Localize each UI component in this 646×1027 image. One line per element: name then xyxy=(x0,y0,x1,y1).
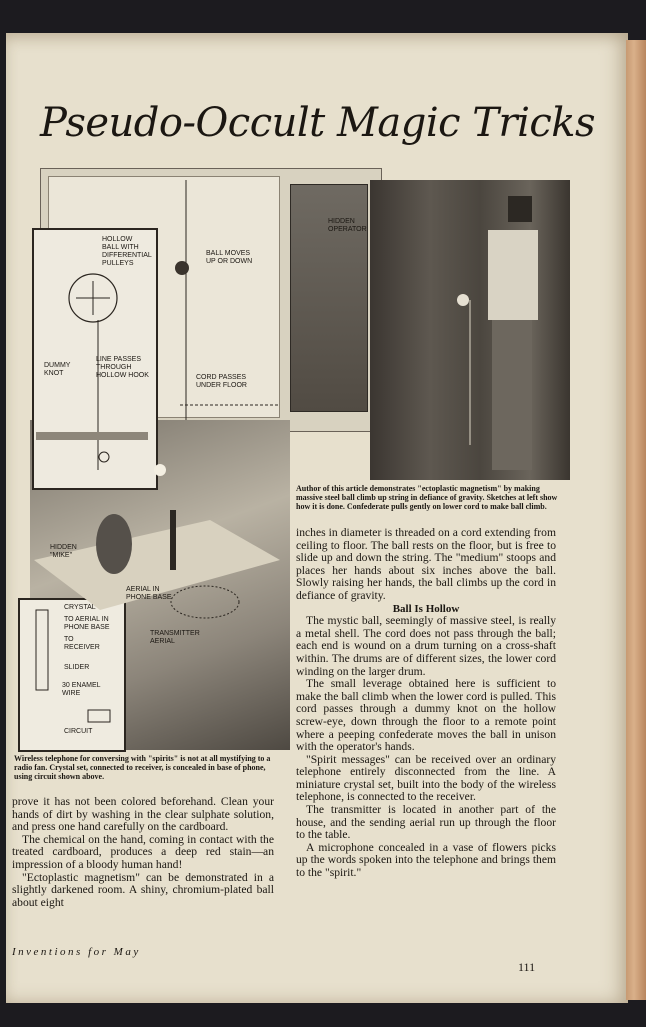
caption-right: Author of this article demonstrates "ectoplastic magnetism" by making massive steel ball climb up string in defiance of gravity. Sketches at left show how it is done. Confederate pulls gently on lower cord to make ball climb. xyxy=(296,484,558,511)
label-hidden-operator: HIDDEN OPERATOR xyxy=(328,218,367,233)
label-transmitter: TRANSMITTER AERIAL xyxy=(150,630,200,645)
label-enamel: 30 ENAMEL WIRE xyxy=(62,682,101,697)
paragraph: "Spirit messages" can be received over an ordinary telephone entirely disconnected from the line. A miniature crystal set, built into the body of the wireless telephone, is connected to the receiver. xyxy=(296,752,556,804)
left-column xyxy=(12,796,274,909)
label-hidden-mike: HIDDEN "MIKE" xyxy=(50,544,77,559)
paragraph: The chemical on the hand, coming in contact with the treated cardboard, produces a deep red stain—an impression of a bloody human hand! xyxy=(12,832,274,871)
label-circuit: CIRCUIT xyxy=(64,728,93,735)
article-title: Pseudo-Occult Magic Tricks xyxy=(40,100,596,146)
ball-icon xyxy=(175,261,189,275)
magazine-footer: Inventions for May xyxy=(12,946,141,958)
paragraph: A microphone concealed in a vase of flowers picks up the words spoken into the telephone and brings them to the "spirit." xyxy=(296,840,556,880)
caption-left: Wireless telephone for conversing with "spirits" is not at all mystifying to a radio fan. Crystal set, connected to receiver, is concealed in base of phone, using circuit shown above. xyxy=(14,754,271,781)
subheading: Ball Is Hollow xyxy=(392,602,460,615)
paragraph: The mystic ball, seemingly of massive steel, is really a metal shell. The cord does not pass through the ball; each end is wound on a drum turning on a cross-shaft within. The drums are of different sizes, the lower cord winding on the larger drum. xyxy=(296,614,556,678)
label-aerial: AERIAL IN PHONE BASE xyxy=(126,586,172,601)
label-ball-moves: BALL MOVES UP OR DOWN xyxy=(206,250,253,265)
right-column xyxy=(296,527,556,880)
label-crystal: CRYSTAL xyxy=(64,604,96,611)
label-line-passes: LINE PASSES THROUGH HOLLOW HOOK xyxy=(96,356,149,379)
page-number: 111 xyxy=(518,960,536,974)
label-dummy-knot: DUMMY KNOT xyxy=(44,362,71,377)
paragraph: The transmitter is located in another part of the house, and the sending aerial run up through the floor to the table. xyxy=(296,803,556,842)
label-cord-passes: CORD PASSES UNDER FLOOR xyxy=(196,374,247,389)
label-slider: SLIDER xyxy=(64,664,90,671)
label-hollow-ball: HOLLOW BALL WITH DIFFERENTIAL PULLEYS xyxy=(102,236,152,267)
paragraph: The small leverage obtained here is sufficient to make the ball climb when the lower cord is pulled. This cord passes through a dummy knot on the hollow screw-eye, down through the floor to a remote point where a peeping confederate moves the ball in unison with the operator's hands. xyxy=(296,677,556,754)
paragraph: prove it has not been colored beforehand. Clean your hands of dirt by washing in the clear sulphate solution, and press one hand carefully on the cardboard. xyxy=(12,795,274,834)
paragraph: inches in diameter is threaded on a cord extending from ceiling to floor. The ball rests on the floor, but is free to slide up and down the string. The "medium" stoops and places her hands about six inches above the ball. Slowly raising her hands, the ball climbs up the cord in defiance of gravity. xyxy=(296,526,556,602)
label-to-receiver: TO RECEIVER xyxy=(64,636,100,651)
paragraph: "Ectoplastic magnetism" can be demonstrated in a slightly darkened room. A shiny, chromium-plated ball about eight xyxy=(12,870,274,909)
label-to-aerial: TO AERIAL IN PHONE BASE xyxy=(64,616,110,631)
